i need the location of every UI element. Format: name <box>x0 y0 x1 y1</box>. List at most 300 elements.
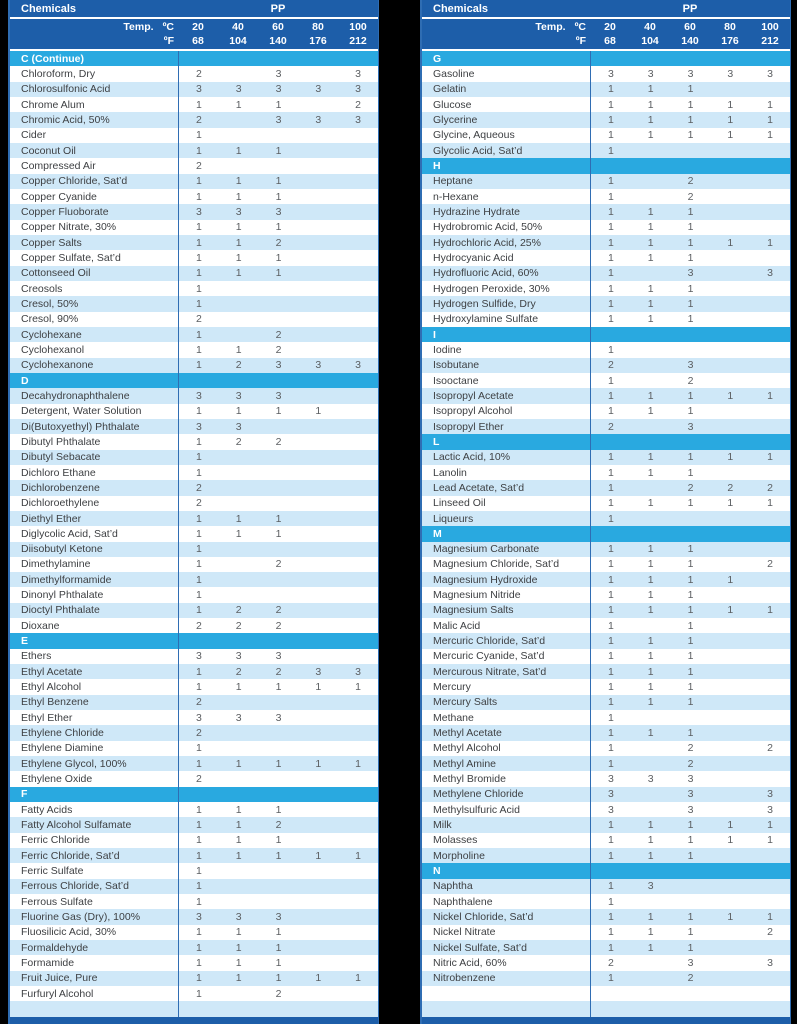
rating-cells <box>178 618 378 633</box>
chemical-name: Diisobutyl Ketone <box>21 543 103 556</box>
rating-value: 1 <box>195 742 202 755</box>
rating-value <box>219 112 259 127</box>
rating-value: 2 <box>195 773 202 786</box>
rating-value: 1 <box>607 589 614 602</box>
rating-value <box>750 358 790 373</box>
rating-value <box>298 618 338 633</box>
rating-value <box>298 434 338 449</box>
chemical-row <box>10 955 378 970</box>
rating-cells <box>590 358 790 373</box>
chemical-name: Methyl Alcohol <box>433 742 501 755</box>
rating-value <box>219 1001 259 1016</box>
rating-value <box>710 296 750 311</box>
rating-value <box>750 572 790 587</box>
section-header-row <box>10 373 378 388</box>
chemical-name: Copper Salts <box>21 236 82 249</box>
rating-cells <box>178 143 378 158</box>
chemical-row <box>10 940 378 955</box>
rating-value <box>710 863 750 878</box>
chemical-row <box>422 404 790 419</box>
empty-row <box>422 1001 790 1016</box>
section-label: F <box>21 788 28 801</box>
chemical-row <box>422 710 790 725</box>
temperature-value: 104 <box>641 34 659 47</box>
rating-value: 1 <box>275 144 282 157</box>
rating-value: 2 <box>687 175 694 188</box>
rating-value: 1 <box>647 727 654 740</box>
rating-value: 1 <box>607 405 614 418</box>
chemical-row <box>10 465 378 480</box>
rating-value <box>631 618 671 633</box>
rating-cells <box>178 97 378 112</box>
chemical-name: Dimethylamine <box>21 558 91 571</box>
rating-cells <box>178 296 378 311</box>
rating-value: 2 <box>767 558 773 571</box>
chemical-name: Hydrogen Peroxide, 30% <box>433 282 550 295</box>
rating-value: 1 <box>315 849 322 862</box>
rating-value <box>298 695 338 710</box>
rating-cells <box>590 817 790 832</box>
rating-value <box>338 557 378 572</box>
chemical-name: Dichlorobenzene <box>21 481 100 494</box>
rating-value <box>710 281 750 296</box>
chemical-name: Isobutane <box>433 359 480 372</box>
rating-value <box>631 327 671 342</box>
chemical-name: Ethyl Acetate <box>21 665 83 678</box>
chemical-name: Formamide <box>21 957 75 970</box>
temp-label: Temp. <box>123 21 154 34</box>
rating-value <box>338 220 378 235</box>
chemical-name: Nickel Chloride, Sat’d <box>433 911 534 924</box>
chemical-row <box>10 450 378 465</box>
rating-cells <box>590 526 790 541</box>
rating-value <box>591 1001 631 1016</box>
rating-cells <box>590 618 790 633</box>
rating-value: 1 <box>607 236 614 249</box>
chemical-row <box>422 496 790 511</box>
section-label: D <box>21 374 29 387</box>
chemical-row <box>10 817 378 832</box>
rating-value <box>750 82 790 97</box>
rating-value <box>298 787 338 802</box>
chemical-name: Glycine, Aqueous <box>433 129 515 142</box>
chemical-row <box>10 204 378 219</box>
rating-value <box>298 250 338 265</box>
rating-value <box>259 787 299 802</box>
chemical-name: Dioctyl Phthalate <box>21 604 100 617</box>
rating-cells <box>590 633 790 648</box>
chemical-name: Cider <box>21 129 47 142</box>
rating-value: 2 <box>195 313 202 326</box>
chemical-name: Methyl Amine <box>433 757 497 770</box>
rating-cells <box>590 771 790 786</box>
rating-value: 1 <box>687 466 694 479</box>
chemical-row <box>422 618 790 633</box>
rating-value: 1 <box>607 497 614 510</box>
rating-value <box>750 756 790 771</box>
rating-value <box>219 542 259 557</box>
rating-value: 1 <box>235 236 242 249</box>
rating-value <box>631 710 671 725</box>
temperature-value: 60 <box>684 21 696 34</box>
chemical-name: Compressed Air <box>21 159 96 172</box>
rating-value <box>631 143 671 158</box>
rating-value <box>338 603 378 618</box>
rating-value: 1 <box>355 757 361 770</box>
chemical-name <box>422 986 590 1001</box>
rating-value: 3 <box>687 359 694 372</box>
chemical-row <box>10 741 378 756</box>
rating-value <box>750 695 790 710</box>
rating-value <box>259 296 299 311</box>
rating-value <box>710 879 750 894</box>
rating-cells <box>178 158 378 173</box>
rating-value: 1 <box>195 466 202 479</box>
rating-value: 3 <box>355 113 361 126</box>
rating-value: 1 <box>195 880 202 893</box>
chemical-row <box>422 388 790 403</box>
rating-value <box>259 771 299 786</box>
chemical-name: Gelatin <box>433 83 467 96</box>
temperature-value: 40 <box>232 21 244 34</box>
rating-value: 3 <box>195 420 202 433</box>
rating-value <box>219 741 259 756</box>
rating-value <box>298 158 338 173</box>
chemical-row <box>422 204 790 219</box>
rating-cells <box>178 174 378 189</box>
table-footer-bar <box>10 1017 378 1024</box>
rating-value: 1 <box>687 282 694 295</box>
rating-value <box>338 802 378 817</box>
rating-cells <box>590 695 790 710</box>
rating-value: 1 <box>647 650 654 663</box>
rating-value <box>338 450 378 465</box>
rating-value: 1 <box>687 604 694 617</box>
rating-value: 1 <box>607 650 614 663</box>
rating-value <box>710 679 750 694</box>
rating-value: 1 <box>195 190 202 203</box>
rating-cells <box>178 388 378 403</box>
chemical-name: Ferric Sulfate <box>21 865 84 878</box>
chemical-row <box>10 603 378 618</box>
chemical-name: Dioxane <box>21 619 60 632</box>
rating-value <box>631 986 671 1001</box>
chemical-row <box>422 419 790 434</box>
rating-value: 1 <box>647 405 654 418</box>
rating-value: 2 <box>275 328 282 341</box>
chemical-row <box>422 955 790 970</box>
rating-cells <box>178 358 378 373</box>
rating-value <box>338 695 378 710</box>
rating-cells <box>178 710 378 725</box>
rating-value: 3 <box>687 773 694 786</box>
rating-value <box>710 327 750 342</box>
rating-value: 1 <box>647 113 654 126</box>
rating-value <box>631 971 671 986</box>
chemical-row <box>10 802 378 817</box>
rating-value: 1 <box>687 558 694 571</box>
rating-value <box>259 1001 299 1016</box>
chemical-name: Naphthalene <box>433 895 493 908</box>
chemical-name: Iodine <box>433 343 462 356</box>
rating-value: 1 <box>767 113 773 126</box>
chemical-row <box>10 649 378 664</box>
celsius-row <box>422 21 790 33</box>
rating-value <box>259 419 299 434</box>
table-header <box>422 0 790 17</box>
rating-value: 1 <box>647 251 654 264</box>
chemical-name: Glycerine <box>433 113 478 126</box>
temperature-value: 212 <box>761 34 779 47</box>
rating-cells <box>178 695 378 710</box>
chemical-name: Dimethylformamide <box>21 573 112 586</box>
rating-value <box>710 986 750 1001</box>
chemical-name: Copper Chloride, Sat’d <box>21 175 128 188</box>
rating-value: 1 <box>647 543 654 556</box>
rating-value: 3 <box>355 665 361 678</box>
rating-value <box>591 327 631 342</box>
rating-value <box>750 725 790 740</box>
rating-value: 3 <box>315 359 322 372</box>
chemical-name: Nitric Acid, 60% <box>433 957 507 970</box>
chemical-row <box>10 388 378 403</box>
rating-cells <box>590 388 790 403</box>
chemical-row <box>422 220 790 235</box>
rating-cells <box>590 542 790 557</box>
rating-cells <box>178 266 378 281</box>
section-label: N <box>433 865 441 878</box>
rating-value: 1 <box>687 113 694 126</box>
fahrenheit-unit-label: ºF <box>163 34 174 47</box>
rating-value: 1 <box>195 236 202 249</box>
rating-value <box>338 281 378 296</box>
rating-value <box>631 894 671 909</box>
chemical-row <box>422 97 790 112</box>
rating-value: 1 <box>235 267 242 280</box>
rating-value: 1 <box>607 466 614 479</box>
chemical-name: Formaldehyde <box>21 941 89 954</box>
rating-value: 2 <box>607 420 614 433</box>
chemical-name: Dibutyl Phthalate <box>21 435 101 448</box>
rating-value: 1 <box>687 665 694 678</box>
rating-value <box>298 66 338 81</box>
rating-value <box>298 725 338 740</box>
table-body <box>422 51 790 1017</box>
section-header-row <box>10 633 378 648</box>
chemical-name: Fatty Alcohol Sulfamate <box>21 819 132 832</box>
rating-value: 1 <box>607 374 614 387</box>
material-column-header <box>590 3 790 15</box>
chemical-name: Methyl Acetate <box>433 727 502 740</box>
rating-value: 3 <box>275 389 282 402</box>
chemical-row <box>10 82 378 97</box>
rating-value: 1 <box>195 282 202 295</box>
rating-value: 2 <box>235 435 242 448</box>
rating-value <box>710 526 750 541</box>
rating-cells <box>590 725 790 740</box>
rating-value: 1 <box>315 757 322 770</box>
rating-value: 1 <box>235 957 242 970</box>
rating-value: 1 <box>275 175 282 188</box>
rating-value: 1 <box>607 911 614 924</box>
section-header-row <box>10 51 378 66</box>
rating-value <box>671 986 711 1001</box>
rating-value: 1 <box>687 236 694 249</box>
chemical-row <box>10 710 378 725</box>
rating-value <box>710 925 750 940</box>
chemical-row <box>10 986 378 1001</box>
rating-value <box>338 174 378 189</box>
rating-cells <box>590 174 790 189</box>
rating-value: 1 <box>607 742 614 755</box>
rating-cells <box>178 955 378 970</box>
rating-value: 1 <box>195 251 202 264</box>
chemical-row <box>10 695 378 710</box>
rating-cells <box>178 112 378 127</box>
rating-value <box>219 66 259 81</box>
rating-value: 2 <box>687 742 694 755</box>
rating-value <box>750 342 790 357</box>
rating-value <box>750 940 790 955</box>
chemical-row <box>422 465 790 480</box>
chemical-row <box>422 664 790 679</box>
rating-cells <box>590 66 790 81</box>
chemical-row <box>10 679 378 694</box>
chemical-name: Dibutyl Sebacate <box>21 451 101 464</box>
rating-value: 3 <box>275 911 282 924</box>
temperature-value: 100 <box>349 21 367 34</box>
rating-cells <box>590 97 790 112</box>
chemical-row <box>10 358 378 373</box>
rating-value: 1 <box>195 558 202 571</box>
rating-value: 1 <box>275 757 282 770</box>
rating-value <box>338 1001 378 1016</box>
rating-value <box>710 741 750 756</box>
rating-value <box>338 741 378 756</box>
rating-value <box>259 480 299 495</box>
rating-value: 1 <box>647 573 654 586</box>
chemical-name: Mercuric Chloride, Sat’d <box>433 635 546 648</box>
chemical-name: Ferrous Chloride, Sat’d <box>21 880 129 893</box>
chemical-row <box>422 342 790 357</box>
section-label: C (Continue) <box>21 52 84 65</box>
rating-value: 3 <box>235 83 242 96</box>
rating-value <box>338 465 378 480</box>
chemical-name: Ferrous Sulfate <box>21 895 93 908</box>
rating-cells <box>178 679 378 694</box>
chemical-row <box>10 296 378 311</box>
chemical-name: Hydrochloric Acid, 25% <box>433 236 541 249</box>
chemical-row <box>10 235 378 250</box>
rating-cells <box>590 863 790 878</box>
rating-value <box>338 649 378 664</box>
rating-cells <box>590 266 790 281</box>
rating-value: 3 <box>355 67 361 80</box>
rating-value <box>298 511 338 526</box>
rating-value: 1 <box>607 604 614 617</box>
rating-value: 3 <box>275 113 282 126</box>
rating-value <box>710 756 750 771</box>
rating-value: 3 <box>767 957 773 970</box>
rating-cells <box>178 879 378 894</box>
rating-value <box>259 312 299 327</box>
rating-cells <box>590 971 790 986</box>
rating-value: 1 <box>607 389 614 402</box>
temp-label: Temp. <box>535 21 566 34</box>
rating-value: 1 <box>195 221 202 234</box>
rating-value <box>750 174 790 189</box>
section-header-row <box>422 51 790 66</box>
rating-value <box>338 204 378 219</box>
rating-cells <box>178 771 378 786</box>
rating-value <box>710 542 750 557</box>
chemical-row <box>422 450 790 465</box>
rating-value <box>750 679 790 694</box>
rating-value <box>338 833 378 848</box>
rating-value <box>338 51 378 66</box>
rating-value <box>298 373 338 388</box>
rating-value: 1 <box>607 573 614 586</box>
chemical-row <box>422 189 790 204</box>
rating-value: 1 <box>195 849 202 862</box>
rating-value <box>671 863 711 878</box>
rating-value: 1 <box>195 98 202 111</box>
rating-cells <box>178 986 378 1001</box>
rating-value <box>298 342 338 357</box>
rating-value: 1 <box>687 98 694 111</box>
rating-value: 1 <box>355 681 361 694</box>
rating-cells <box>590 342 790 357</box>
rating-value: 1 <box>647 83 654 96</box>
rating-value: 1 <box>607 512 614 525</box>
rating-value <box>338 342 378 357</box>
rating-cells <box>590 741 790 756</box>
rating-value <box>631 526 671 541</box>
chemical-row <box>422 817 790 832</box>
chemical-name: Cottonseed Oil <box>21 267 91 280</box>
rating-value: 1 <box>647 497 654 510</box>
rating-value: 3 <box>647 880 654 893</box>
rating-value <box>298 557 338 572</box>
rating-value: 1 <box>647 98 654 111</box>
rating-value <box>631 1001 671 1016</box>
rating-value <box>259 894 299 909</box>
rating-value: 1 <box>687 251 694 264</box>
rating-cells <box>178 342 378 357</box>
chemical-name: Dichloroethylene <box>21 497 100 510</box>
rating-value <box>219 312 259 327</box>
chemical-row <box>10 189 378 204</box>
rating-value <box>338 863 378 878</box>
rating-value <box>338 572 378 587</box>
rating-value <box>259 725 299 740</box>
rating-value <box>338 143 378 158</box>
rating-value: 2 <box>195 481 202 494</box>
rating-value <box>298 419 338 434</box>
chemical-name: Ethylene Chloride <box>21 727 104 740</box>
rating-value: 1 <box>195 895 202 908</box>
chemical-row <box>10 143 378 158</box>
rating-value <box>750 649 790 664</box>
section-header-row <box>422 327 790 342</box>
rating-value: 2 <box>687 374 694 387</box>
rating-value <box>750 373 790 388</box>
rating-value <box>219 465 259 480</box>
rating-value: 1 <box>195 803 202 816</box>
chemical-row <box>422 909 790 924</box>
rating-value: 1 <box>607 267 614 280</box>
rating-value: 1 <box>195 435 202 448</box>
